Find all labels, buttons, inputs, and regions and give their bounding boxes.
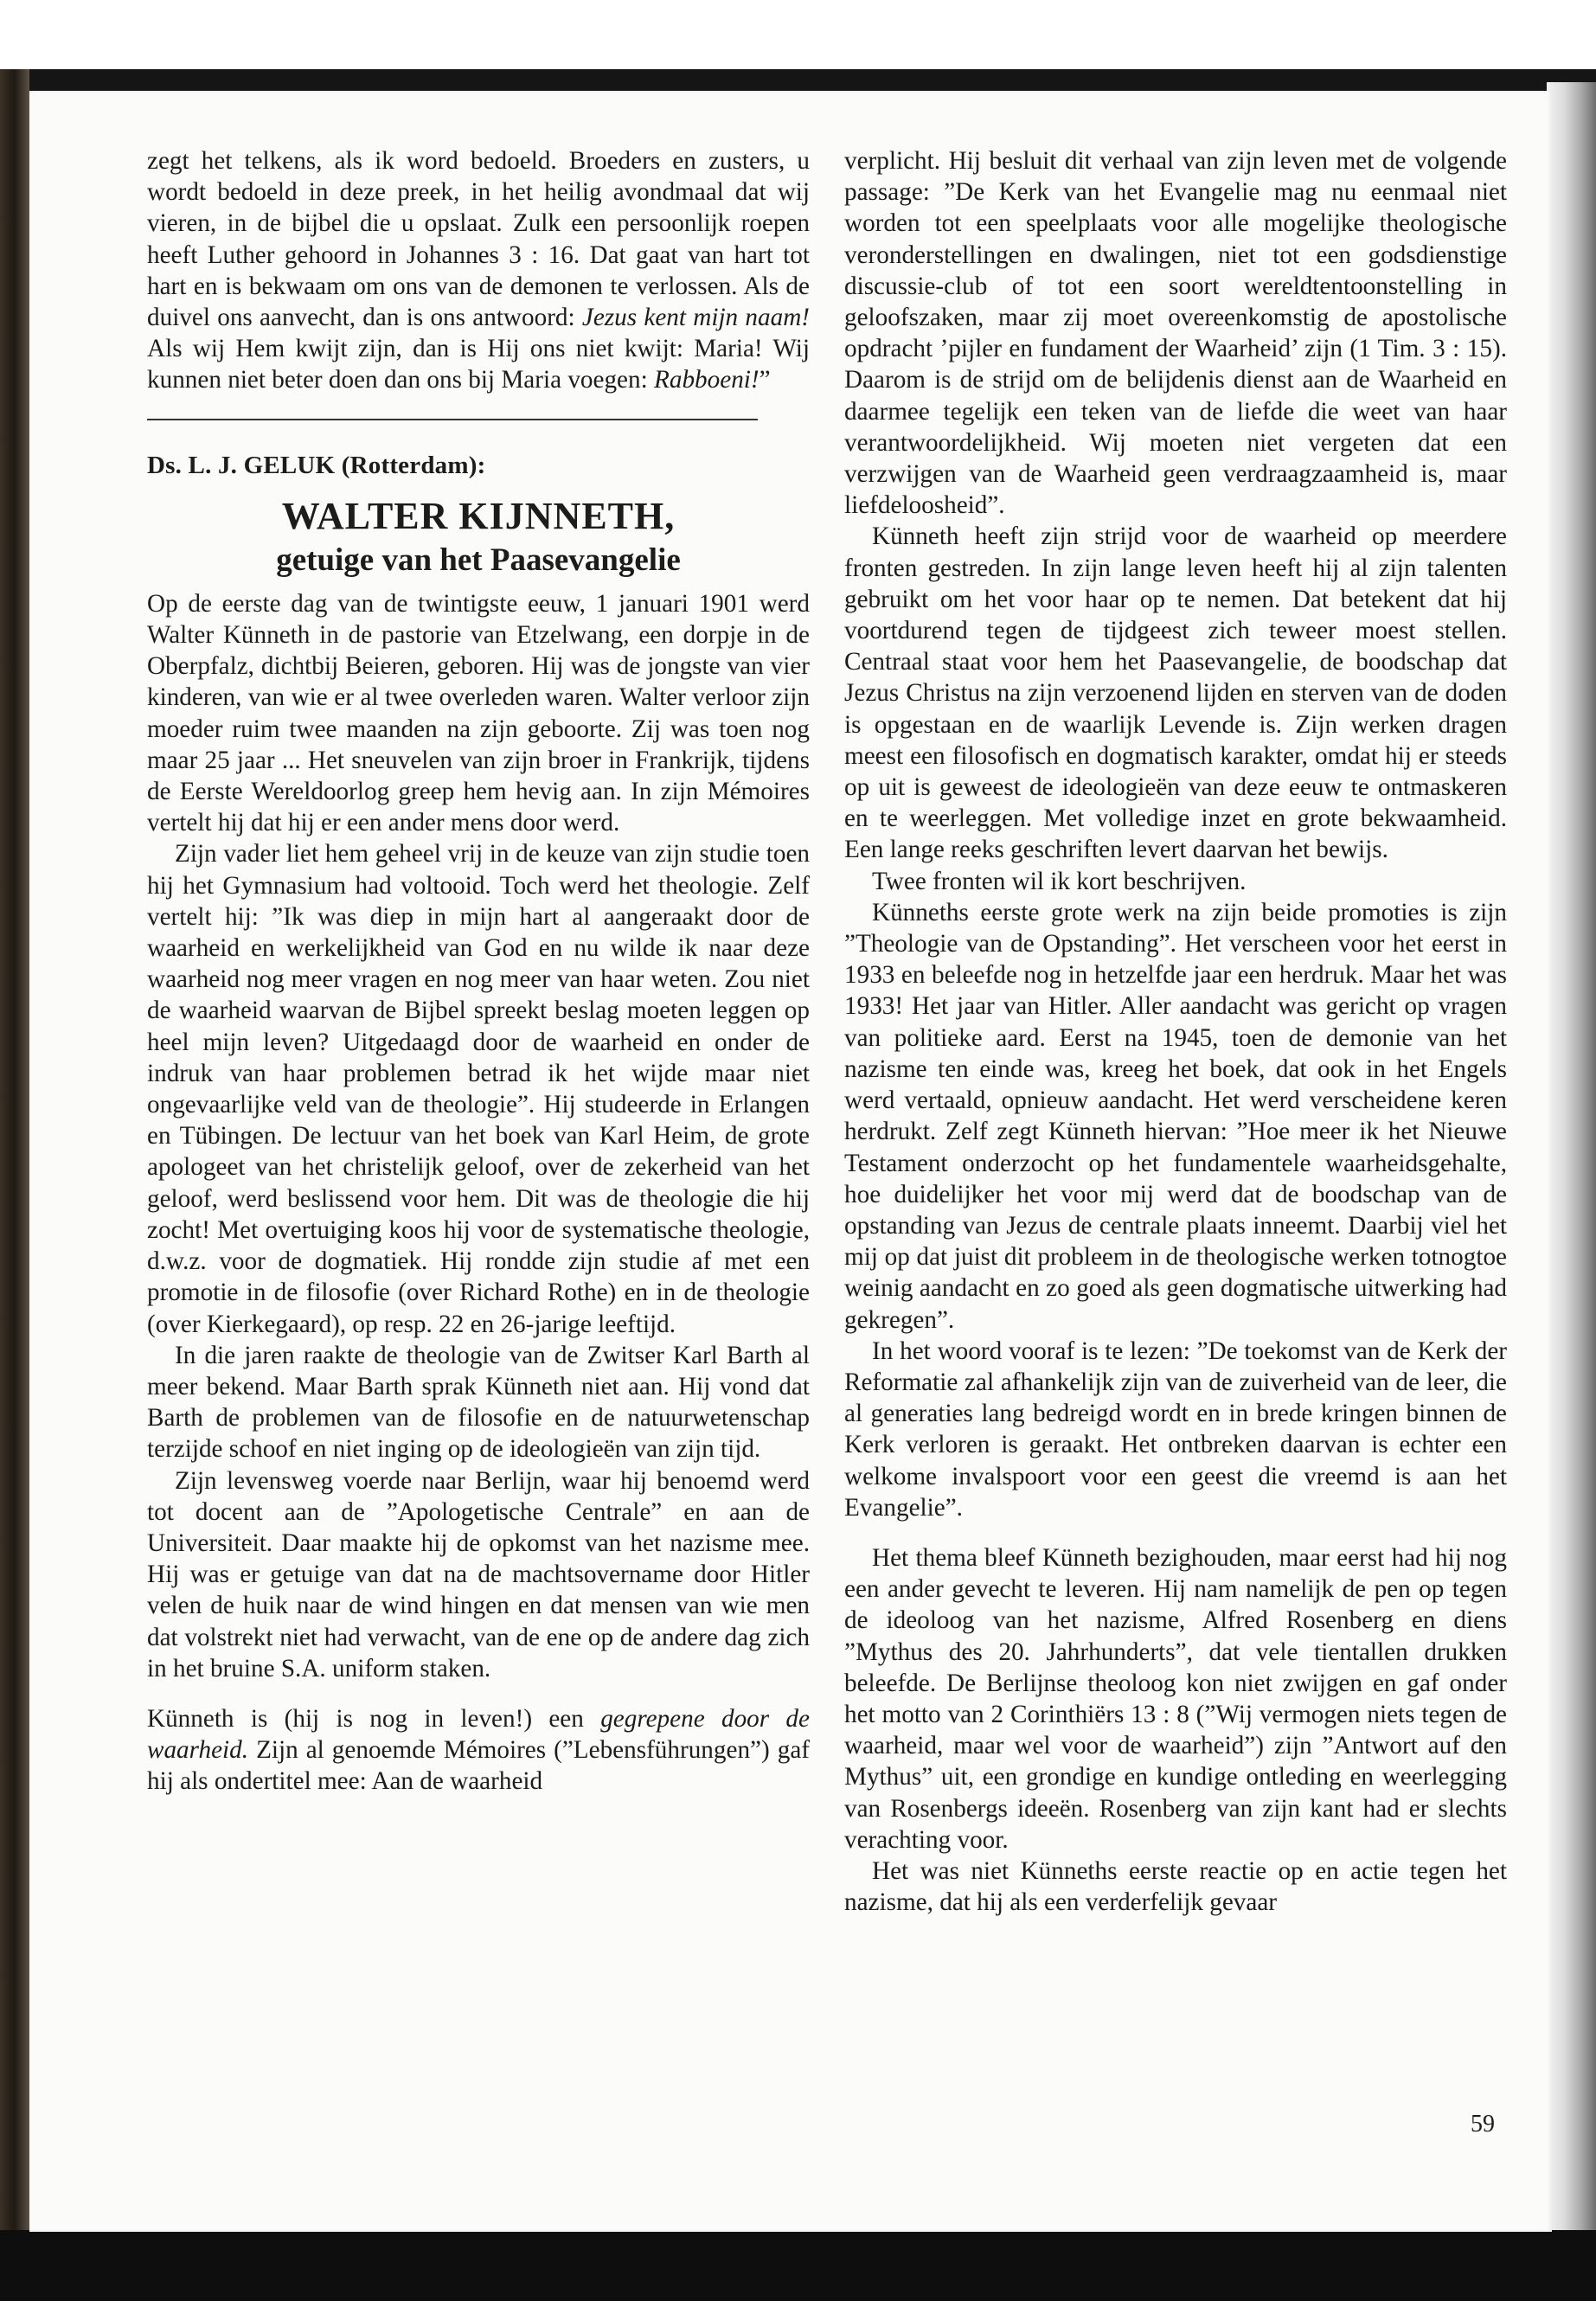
italic-text-run: Rabboeni!: [654, 366, 760, 394]
body-paragraph: In het woord vooraf is te lezen: ”De toekomst van de Kerk der Reformatie zal afhankelijk zijn van de zuiverheid van de leer, die al generaties lang bedreigd wordt en in brede kringen binnen de Kerk verloren is geraakt. Het ontbreken daarvan is echter een welkome invalspoort voor een geest die vreemd is aan het Evangelie”.: [844, 1336, 1507, 1522]
body-paragraph: Künneth heeft zijn strijd voor de waarheid op meerdere fronten gestreden. In zijn lange leven heeft hij al zijn talenten gebruikt om het voor haar op te nemen. Dat betekent dat hij voortdurend tegen de tijdgeest zich teweer moest stellen. Centraal staat voor hem het Paasevangelie, de boodschap dat Jezus Christus na zijn verzoenend lijden en sterven van de doden is opgestaan en de waarlijk Levende is. Zijn werken dragen meest een filosofisch en dogmatisch karakter, omdat hij er steeds op uit is geweest de ideologieën van deze eeuw te ontmaskeren en te weerleggen. Met volledige inzet en grote bekwaamheid. Een lange reeks geschriften levert daarvan het bewijs.: [844, 522, 1507, 864]
text-run: ”: [759, 366, 771, 394]
italic-text-run: gegrepene door de waarheid.: [147, 1704, 810, 1765]
body-paragraph: Op de eerste dag van de twintigste eeuw, 1 januari 1901 werd Walter Künneth in de pastorie van Etzelwang, een dorpje in de Oberpfalz, dichtbij Beieren, geboren. Hij was de jongste van vier kinderen, van wie er al twee overleden waren. Walter verloor zijn moeder ruim twee maanden na zijn geboorte. Zij was toen nog maar 25 jaar ... Het sneuvelen van zijn broer in Frankrijk, tijdens de Eerste Wereldoorlog greep hem hevig aan. In zijn Mémoires vertelt hij dat hij er een ander mens door werd.: [147, 589, 810, 837]
text-run: Künneth is (hij is nog in leven!) een: [147, 1704, 601, 1733]
left-column: [147, 145, 810, 1798]
body-paragraph: verplicht. Hij besluit dit verhaal van zijn leven met de volgende passage: ”De Kerk van het Evangelie mag nu eenmaal niet worden tot een speelplaats voor alle mogelijke theologische veronderstellingen en dwalingen, niet tot een godsdienstige discussie-club of tot een soort wereldtentoonstelling in geloofszaken, maar zij moet overeenkomstig de apostolische opdracht ’pijler en fundament der Waarheid’ zijn (1 Tim. 3 : 15). Daarom is de strijd om de belijdenis dienst aan de Waarheid en daarmee tegelijk een teken van de liefde die weet van haar verantwoordelijkheid. Wij moeten niet vergeten dat een verzwijgen van de Waarheid geen verdraagzaamheid is, maar liefdeloosheid”.: [844, 147, 1507, 520]
italic-text-run: Jezus kent mijn naam!: [581, 304, 810, 332]
book-spine-edge: [0, 69, 29, 2240]
article-byline: Ds. L. J. GELUK (Rotterdam):: [147, 451, 486, 479]
body-paragraph: Twee fronten wil ik kort beschrijven.: [872, 867, 1247, 895]
scan-border-top: [0, 69, 1596, 93]
text-run: zegt het telkens, als ik word bedoeld. Broeders en zusters, u wordt bedoeld in deze preek, in het heilig avondmaal dat wij vieren, in de bijbel die u opslaat. Zulk een persoonlijk roepen heeft Luther gehoord in Johannes 3 : 16. Dat gaat van hart tot hart en is bekwaam om ons van de demonen te verlossen. Als de duivel ons aanvecht, dan is ons antwoord:: [147, 147, 810, 332]
body-paragraph: Künneths eerste grote werk na zijn beide promoties is zijn ”Theologie van de Opstanding”. Het verscheen voor het eerst in 1933 en beleefde nog in hetzelfde jaar een herdruk. Maar het was 1933! Het jaar van Hitler. Aller aandacht was gericht op vragen van politieke aard. Eerst na 1945, toen de demonie van het nazisme ten einde was, kreeg het boek, dat ook in het Engels werd vertaald, opnieuw aandacht. Het werd verscheidene keren herdrukt. Zelf zegt Künneth hiervan: ”Hoe meer ik het Nieuwe Testament onderzocht op het fundamentele waarheidsgehalte, hoe duidelijker het voor mij werd dat de boodschap van de opstanding van Jezus de centrale plaats inneemt. Daarbij viel het mij op dat juist dit probleem in de theologische werken totnogtoe weinig aandacht en zo goed als geen dogmatische uitwerking had gekregen”.: [844, 898, 1507, 1334]
intro-paragraph: [147, 145, 810, 396]
body-paragraph: In die jaren raakte de theologie van de Zwitser Karl Barth al meer bekend. Maar Barth sprak Künneth niet aan. Hij vond dat Barth de problemen van de filosofie en de natuurwetenschap terzijde schoof en niet inging op de ideologieën van zijn tijd.: [147, 1341, 810, 1464]
right-column: [844, 145, 1507, 1918]
text-run: Zijn al genoemde Mémoires (”Lebensführungen”) gaf hij als ondertitel mee: Aan de waarheid: [147, 1736, 810, 1796]
article-subtitle: getuige van het Paasevangelie: [276, 542, 681, 578]
scan-border-bottom: [0, 2230, 1596, 2301]
body-paragraph: Het was niet Künneths eerste reactie op en actie tegen het nazisme, dat hij als een verderfelijk gevaar: [844, 1856, 1507, 1917]
body-paragraph: Zijn levensweg voerde naar Berlijn, waar hij benoemd werd tot docent aan de ”Apologetische Centrale” en aan de Universiteit. Daar maakte hij de opkomst van het nazisme mee. Hij was er getuige van dat na de machtsovername door Hitler velen de huik naar de wind hingen en dat mensen van wie men dat volstrekt niet had verwacht, van de ene op de andere dag zich in het bruine S.A. uniform staken.: [147, 1466, 810, 1682]
page-number: 59: [1471, 2111, 1495, 2138]
text-run: Als wij Hem kwijt zijn, dan is Hij ons niet kwijt: Maria! Wij kunnen niet beter doen dan ons bij Maria voegen:: [147, 335, 810, 394]
article-title: WALTER KIJNNETH,: [281, 494, 676, 537]
section-divider: [147, 419, 758, 420]
body-paragraph: Zijn vader liet hem geheel vrij in de keuze van zijn studie toen hij het Gymnasium had voltooid. Toch werd het theologie. Zelf vertelt hij: ”Ik was diep in mijn hart al aangeraakt door de waarheid en werkelijkheid van God en nu wilde ik naar deze waarheid nog meer vragen en nog meer van haar weten. Zou niet de waarheid waarvan de Bijbel spreekt beslag moeten leggen op heel mijn leven? Uitgedaagd door de waarheid en onder de indruk van haar problemen betrad ik het wijde maar niet ongevaarlijke veld van de theologie”. Hij studeerde in Erlangen en Tübingen. De lectuur van het boek van Karl Heim, de grote apologeet van het christelijk geloof, over de zekerheid van het geloof, werd beslissend voor hem. Dit was de theologie die hij zocht! Met overtuiging koos hij voor de systematische theologie, d.w.z. voor de dogmatiek. Hij rondde zijn studie af met een promotie in de filosofie (over Richard Rothe) en in de theologie (over Kierkegaard), op resp. 22 en 26-jarige leeftijd.: [147, 840, 810, 1338]
page-stack-edge: [1547, 82, 1596, 2236]
body-paragraph: Het thema bleef Künneth bezighouden, maar eerst had hij nog een ander gevecht te leveren. Hij nam namelijk de pen op tegen de ideoloog van het nazisme, Alfred Rosenberg en diens ”Mythus des 20. Jahrhunderts”, dat vele tientallen drukken beleefde. De Berlijnse theoloog kon niet zwijgen en gaf onder het motto van 2 Corinthiërs 13 : 8 (”Wij vermogen niets tegen de waarheid, maar wel voor de waarheid”) zijn ”Antwort auf den Mythus” uit, een grondige en kundige ontleding en weerlegging van Rosenbergs ideeën. Rosenberg van zijn kant had er slechts verachting voor.: [844, 1543, 1507, 1854]
closing-paragraph: [147, 1703, 810, 1798]
